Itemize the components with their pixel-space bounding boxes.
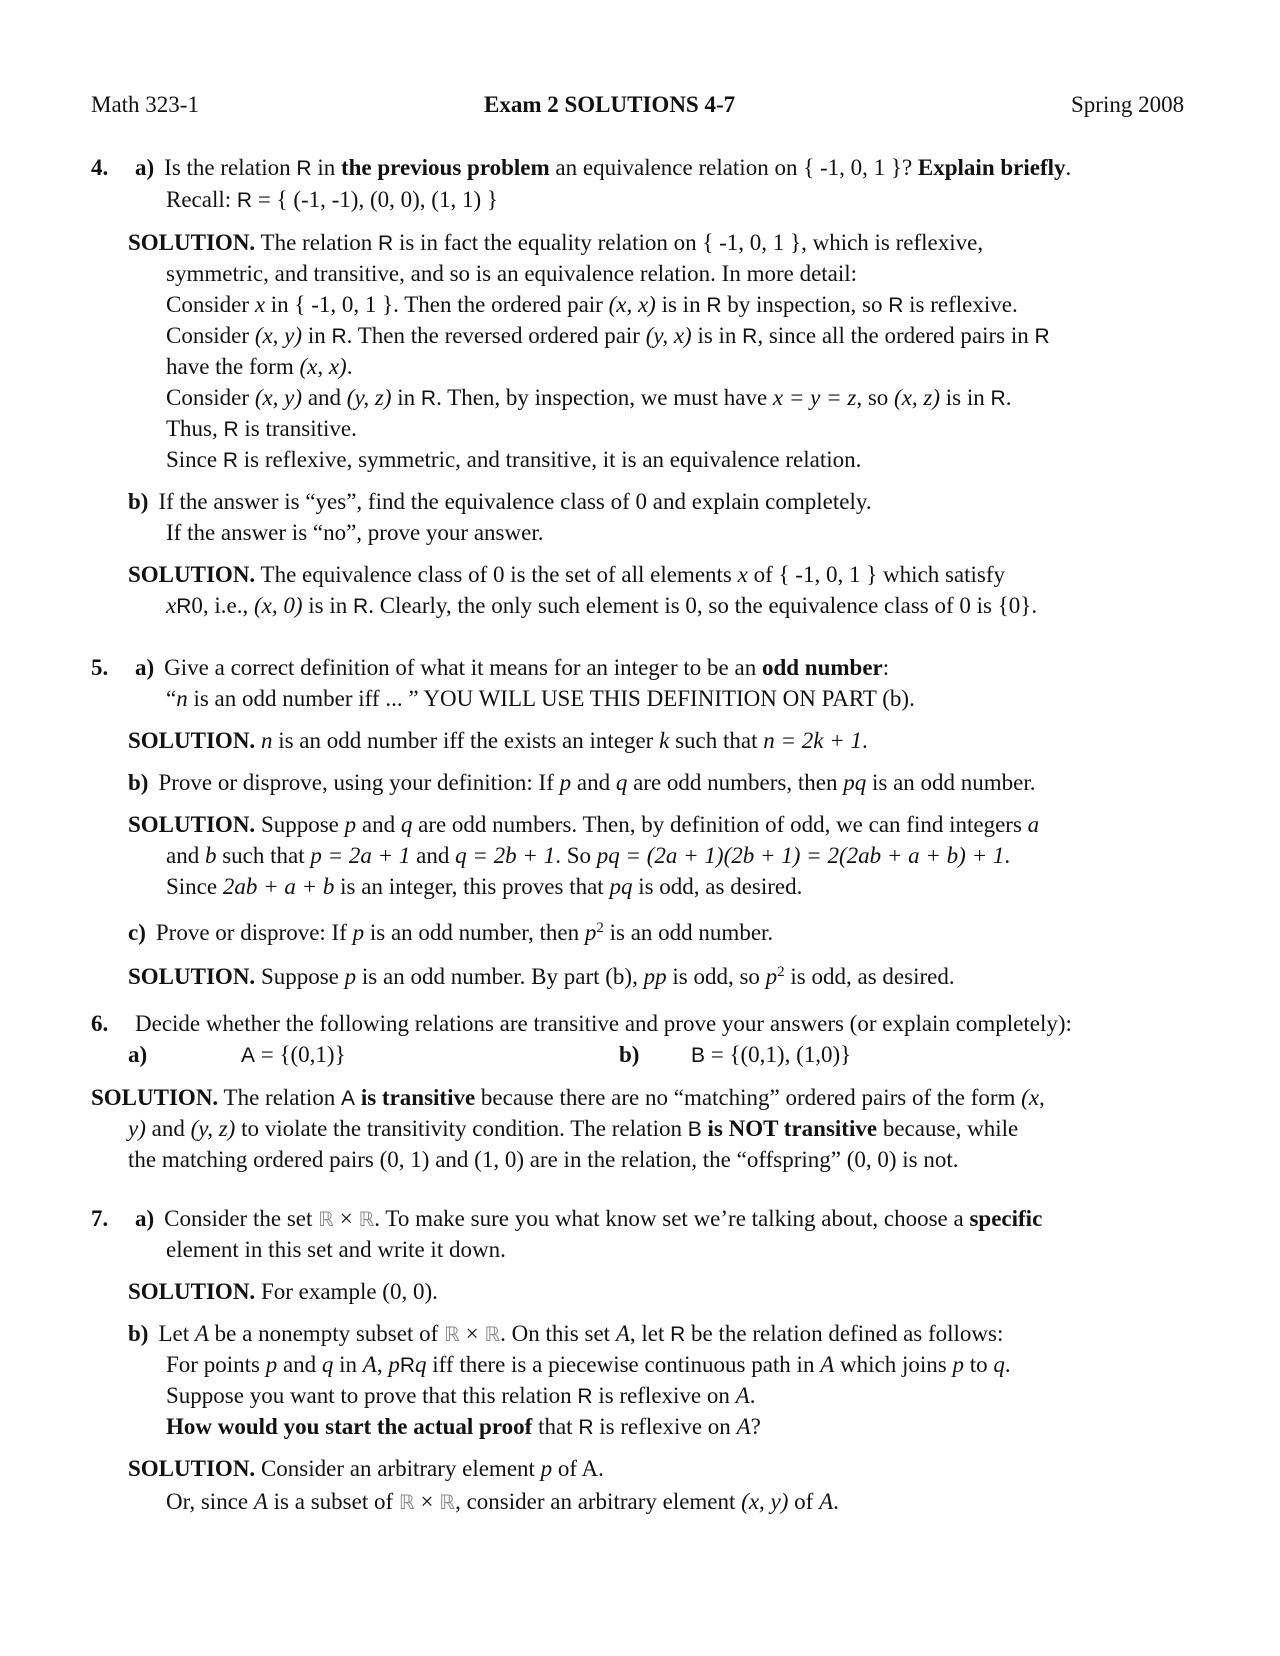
problem-6-solution-line-2: y) and (y, z) to violate the transitivity condition. The relation B is NOT transitive because, while bbox=[128, 1116, 1019, 1141]
problem-6-solution-line-3: the matching ordered pairs (0, 1) and (1, 0) are in the relation, the “offspring” (0, 0) is not. bbox=[128, 1147, 959, 1172]
problem-7-question-a-line-2: element in this set and write it down. bbox=[166, 1237, 506, 1262]
problem-7-solution-b-line-1: SOLUTION. Consider an arbitrary element p of A. bbox=[128, 1456, 604, 1481]
problem-5-question-c: c) Prove or disprove: If p is an odd number, then $p^2$ is an odd number. bbox=[128, 920, 774, 945]
problem-4-question-b-line-2: If the answer is “no”, prove your answer. bbox=[166, 520, 544, 545]
problem-7-question-b-line-4: How would you start the actual proof that R is reflexive on A? bbox=[166, 1414, 761, 1439]
problem-5-solution-b-line-2: and b such that p = 2a + 1 and q = 2b + 1. So pq = (2a + 1)(2b + 1) = 2(2ab + a + b) + 1. bbox=[166, 843, 1011, 868]
problem-6-relation-a: A = {(0,1)} bbox=[241, 1042, 346, 1067]
problem-5-solution-a: SOLUTION. n is an odd number iff the exists an integer k such that n = 2k + 1. bbox=[128, 728, 868, 753]
header-term: Spring 2008 bbox=[1071, 92, 1185, 117]
problem-4-solution-a-line-4: Consider (x, y) in R. Then the reversed ordered pair (y, x) is in R, since all the ordered pairs in R bbox=[166, 323, 1050, 348]
problem-5-question-b: b) Prove or disprove, using your definition: If p and q are odd numbers, then pq is an odd number. bbox=[128, 770, 1036, 795]
problem-7-question-b-line-1: b) Let A be a nonempty subset of ℝ × ℝ. On this set A, let R be the relation defined as follows: bbox=[128, 1321, 1004, 1346]
problem-6-solution-line-1: SOLUTION. The relation A is transitive because there are no “matching” ordered pairs of the form (x, bbox=[91, 1085, 1045, 1110]
problem-7-solution-a: SOLUTION. For example (0, 0). bbox=[128, 1279, 438, 1304]
problem-5-solution-b-line-3: Since 2ab + a + b is an integer, this proves that pq is odd, as desired. bbox=[166, 874, 803, 899]
problem-5-solution-b-line-1: SOLUTION. Suppose p and q are odd numbers. Then, by definition of odd, we can find integers a bbox=[128, 812, 1040, 837]
problem-4-solution-a-line-1: SOLUTION. The relation R is in fact the equality relation on { -1, 0, 1 }, which is reflexive, bbox=[128, 230, 984, 255]
header-course: Math 323-1 bbox=[91, 92, 199, 117]
problem-6-relation-b: B = {(0,1), (1,0)} bbox=[691, 1042, 852, 1067]
problem-4-solution-b-line-1: SOLUTION. The equivalence class of 0 is the set of all elements x of { -1, 0, 1 } which satisfy bbox=[128, 562, 1005, 587]
problem-7-question-b-line-3: Suppose you want to prove that this relation R is reflexive on A. bbox=[166, 1383, 756, 1408]
problem-5-question-a-line-1: 5. a) Give a correct definition of what it means for an integer to be an odd number: bbox=[91, 655, 890, 680]
problem-4-solution-a-line-7: Thus, R is transitive. bbox=[166, 416, 357, 441]
problem-6-question: 6. Decide whether the following relations are transitive and prove your answers (or explain completely): bbox=[91, 1011, 1072, 1036]
problem-4-solution-a-line-6: Consider (x, y) and (y, z) in R. Then, by inspection, we must have x = y = z, so (x, z) is in R. bbox=[166, 385, 1012, 410]
problem-4-solution-a-line-3: Consider x in { -1, 0, 1 }. Then the ordered pair (x, x) is in R by inspection, so R is reflexive. bbox=[166, 292, 1018, 317]
problem-4-solution-b-line-2: xR0, i.e., (x, 0) is in R. Clearly, the only such element is 0, so the equivalence class of 0 is {0}. bbox=[166, 593, 1038, 618]
page-title: Exam 2 SOLUTIONS 4-7 bbox=[484, 92, 736, 117]
problem-4-question-a-line-1: 4. a) Is the relation R in the previous problem an equivalence relation on { -1, 0, 1 }? Explain briefly. bbox=[91, 155, 1072, 180]
problem-4-question-b-line-1: b) If the answer is “yes”, find the equivalence class of 0 and explain completely. bbox=[128, 489, 872, 514]
problem-4-solution-a-line-5: have the form (x, x). bbox=[166, 354, 353, 379]
problem-5-solution-c: SOLUTION. Suppose p is an odd number. By part (b), pp is odd, so $p^2$ is odd, as desired. bbox=[128, 964, 955, 989]
problem-4-solution-a-line-2: symmetric, and transitive, and so is an equivalence relation. In more detail: bbox=[166, 261, 858, 286]
problem-7-solution-b-line-2: Or, since A is a subset of ℝ × ℝ, consider an arbitrary element (x, y) of A. bbox=[166, 1489, 839, 1514]
problem-4-solution-a-line-8: Since R is reflexive, symmetric, and transitive, it is an equivalence relation. bbox=[166, 447, 862, 472]
problem-5-question-a-line-2: “n is an odd number iff ... ” YOU WILL USE THIS DEFINITION ON PART (b). bbox=[166, 686, 915, 711]
problem-7-question-b-line-2: For points p and q in A, pRq iff there is a piecewise continuous path in A which joins p to q. bbox=[166, 1352, 1011, 1377]
problem-6-part-b: b) bbox=[619, 1042, 640, 1067]
problem-7-question-a-line-1: 7. a) Consider the set ℝ × ℝ. To make sure you what know set we’re talking about, choose a specific bbox=[91, 1206, 1043, 1231]
problem-6-part-a: a) bbox=[128, 1042, 148, 1067]
problem-4-question-a-line-2: Recall: R = { (-1, -1), (0, 0), (1, 1) } bbox=[166, 187, 498, 212]
